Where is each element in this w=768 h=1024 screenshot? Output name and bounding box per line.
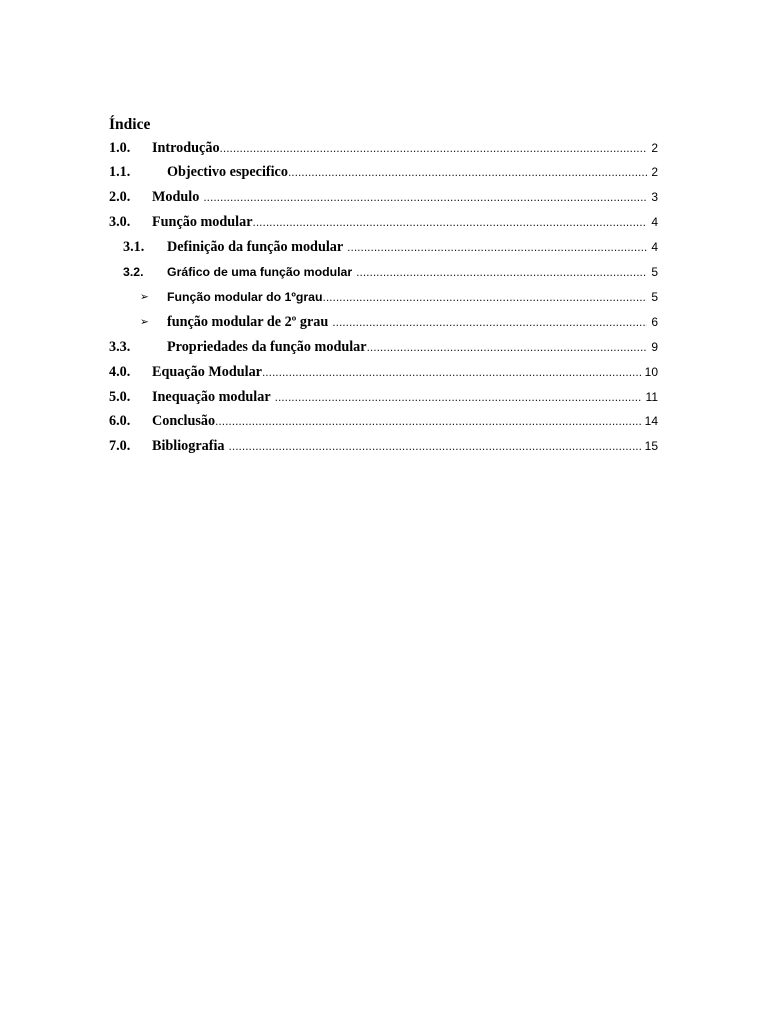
toc-entry-title: Equação Modular <box>152 363 262 380</box>
toc-entry-page-number: 14 <box>644 414 658 429</box>
toc-entry-title: Objectivo especifico <box>167 164 288 181</box>
dot-leader <box>253 210 648 235</box>
toc-entry-title: Bibliografia <box>152 438 225 455</box>
dot-leader <box>367 335 648 360</box>
table-of-contents <box>109 0 658 1024</box>
toc-entry-number: 1.0. <box>109 139 131 156</box>
arrow-bullet-icon: ➢ <box>140 290 149 303</box>
toc-entry-title: Introdução <box>152 139 220 156</box>
toc-entry-title: Propriedades da função modular <box>167 338 367 355</box>
dot-leader <box>288 160 647 185</box>
toc-entry-number: 1.1. <box>109 164 131 181</box>
toc-entry-number: 3.0. <box>109 214 131 231</box>
toc-entry <box>109 310 658 335</box>
toc-entry <box>109 210 658 235</box>
toc-entry-title: Gráfico de uma função modular <box>167 265 353 280</box>
dot-leader <box>203 185 647 210</box>
toc-entry-title: Função modular do 1ºgrau <box>167 289 323 304</box>
toc-entry-title: Conclusão <box>152 413 216 430</box>
toc-entry <box>109 160 658 185</box>
toc-entry <box>109 409 658 434</box>
toc-entry <box>109 185 658 210</box>
toc-entry-title: função modular de 2º grau <box>167 313 329 330</box>
dot-leader <box>215 409 641 434</box>
toc-entry-page-number: 2 <box>651 140 658 155</box>
toc-entry-number: 4.0. <box>109 363 131 380</box>
toc-entry-number: 3.2. <box>123 265 144 280</box>
dot-leader <box>356 260 647 285</box>
toc-entry-page-number: 10 <box>644 364 658 379</box>
toc-entry-page-number: 5 <box>651 289 658 304</box>
arrow-bullet-icon: ➢ <box>140 315 149 328</box>
toc-entry-number: 3.3. <box>109 338 131 355</box>
toc-entry-page-number: 6 <box>651 314 658 329</box>
toc-entry-number: 6.0. <box>109 413 131 430</box>
toc-entry-page-number: 4 <box>651 240 658 255</box>
toc-entry <box>109 235 658 260</box>
toc-entry-number: 7.0. <box>109 438 131 455</box>
toc-title: Índice <box>109 115 151 133</box>
toc-entry-page-number: 4 <box>651 215 658 230</box>
toc-list <box>109 136 658 460</box>
toc-entry <box>109 260 658 285</box>
toc-entry-page-number: 15 <box>644 439 658 454</box>
toc-entry-title: Definição da função modular <box>167 239 344 256</box>
toc-entry-number: 3.1. <box>123 239 145 256</box>
toc-entry-page-number: 9 <box>651 339 658 354</box>
toc-entry-page-number: 5 <box>651 265 658 280</box>
dot-leader <box>220 136 648 161</box>
dot-leader <box>347 235 647 260</box>
toc-entry <box>109 335 658 360</box>
toc-entry-number: 2.0. <box>109 189 131 206</box>
dot-leader <box>322 285 647 310</box>
toc-entry <box>109 285 658 310</box>
toc-entry-page-number: 3 <box>651 190 658 205</box>
toc-entry <box>109 136 658 161</box>
toc-entry <box>109 385 658 410</box>
dot-leader <box>262 360 641 385</box>
dot-leader <box>229 434 641 459</box>
toc-entry-title: Modulo <box>152 189 200 206</box>
toc-entry-title: Inequação modular <box>152 388 271 405</box>
toc-entry-page-number: 11 <box>645 389 658 404</box>
dot-leader <box>275 385 642 410</box>
toc-entry <box>109 434 658 459</box>
toc-entry <box>109 360 658 385</box>
toc-entry-title: Função modular <box>152 214 253 231</box>
toc-entry-page-number: 2 <box>651 165 658 180</box>
toc-entry-number: 5.0. <box>109 388 131 405</box>
dot-leader <box>332 310 647 335</box>
